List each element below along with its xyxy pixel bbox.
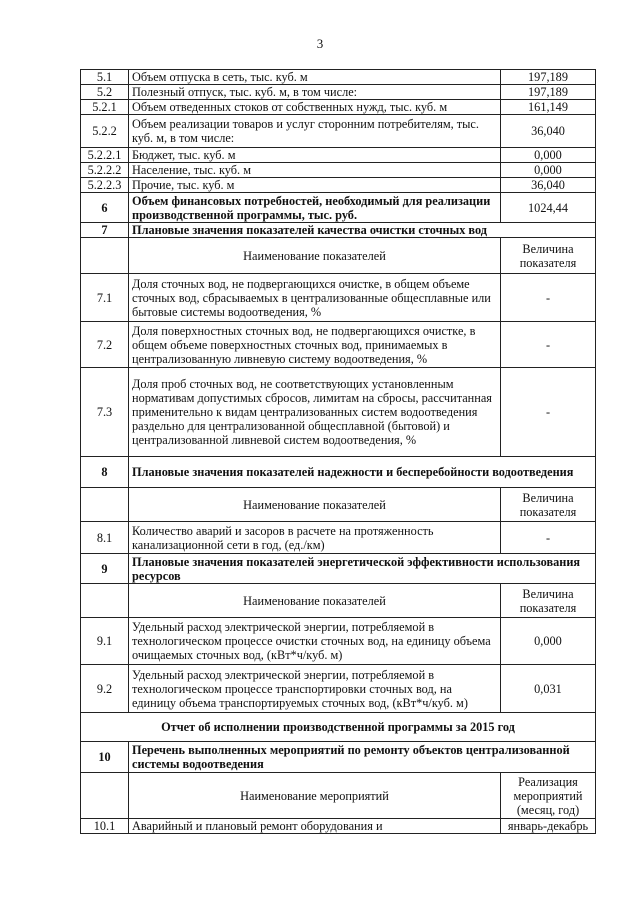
row-value: январь-декабрь [501, 819, 596, 834]
row-value: 36,040 [501, 115, 596, 148]
row-number: 9.1 [81, 618, 129, 665]
column-header-name: Наименование показателей [129, 584, 501, 618]
row-value: - [501, 274, 596, 322]
row-value: 1024,44 [501, 193, 596, 223]
column-header-value: Величина показателя [501, 584, 596, 618]
section-header-row [81, 742, 596, 773]
row-description: Количество аварий и засоров в расчете на протяженность канализационной сети в год, (ед./км) [129, 522, 501, 554]
section-title: Перечень выполненных мероприятий по ремонту объектов централизованной системы водоотведения [129, 742, 596, 773]
row-description: Объем отведенных стоков от собственных нужд, тыс. куб. м [129, 100, 501, 115]
section-title: Плановые значения показателей качества очистки сточных вод [129, 223, 596, 238]
column-header-value: Реализация мероприятий (месяц, год) [501, 773, 596, 819]
section-title: Плановые значения показателей энергетической эффективности использования ресурсов [129, 554, 596, 584]
table-row [81, 115, 596, 148]
row-value: - [501, 322, 596, 368]
row-number: 7.3 [81, 368, 129, 457]
table-row [81, 819, 596, 834]
section-number: 8 [81, 457, 129, 488]
row-description: Полезный отпуск, тыс. куб. м, в том числе: [129, 85, 501, 100]
row-number: 5.2 [81, 85, 129, 100]
program-table [80, 69, 596, 834]
row-description: Бюджет, тыс. куб. м [129, 148, 501, 163]
row-value: 161,149 [501, 100, 596, 115]
row-description: Объем отпуска в сеть, тыс. куб. м [129, 70, 501, 85]
section-number: 10 [81, 742, 129, 773]
column-header-value: Величина показателя [501, 238, 596, 274]
column-header-name: Наименование мероприятий [129, 773, 501, 819]
row-number: 7.1 [81, 274, 129, 322]
table-row [81, 274, 596, 322]
table-row [81, 163, 596, 178]
table-row [81, 70, 596, 85]
empty-cell [81, 773, 129, 819]
row-description: Объем финансовых потребностей, необходимый для реализации производственной программы, тыс. руб. [129, 193, 501, 223]
section-number: 9 [81, 554, 129, 584]
table-row [81, 665, 596, 713]
row-description: Объем реализации товаров и услуг сторонним потребителям, тыс. куб. м, в том числе: [129, 115, 501, 148]
row-description: Доля поверхностных сточных вод, не подвергающихся очистке, в общем объеме поверхностных сточных вод, принимаемых в централизованную ливневую систему водоотведения, % [129, 322, 501, 368]
page-number: 3 [316, 36, 324, 51]
section-number: 7 [81, 223, 129, 238]
row-description: Доля проб сточных вод, не соответствующих установленным нормативам допустимых сбросов, лимитам на сбросы, рассчитанная применительно к видам централизованных систем водоотведения раздельно для централизованной общесплавной (бытовой) и централизованной ливневой систем водоотведения, % [129, 368, 501, 457]
row-number: 7.2 [81, 322, 129, 368]
table-row [81, 368, 596, 457]
row-value: - [501, 368, 596, 457]
row-number: 5.2.1 [81, 100, 129, 115]
row-number: 5.2.2.2 [81, 163, 129, 178]
row-value: 0,031 [501, 665, 596, 713]
empty-cell [81, 488, 129, 522]
column-header-row [81, 584, 596, 618]
row-value: - [501, 522, 596, 554]
row-number: 5.2.2.1 [81, 148, 129, 163]
section-header-row [81, 554, 596, 584]
empty-cell [81, 238, 129, 274]
section-header-row [81, 457, 596, 488]
row-description: Удельный расход электрической энергии, потребляемой в технологическом процессе очистки сточных вод, на единицу объема очищаемых сточных вод, (кВт*ч/куб. м) [129, 618, 501, 665]
row-description: Удельный расход электрической энергии, потребляемой в технологическом процессе транспортировки сточных вод, на единицу объема транспортируемых сточных вод, (кВт*ч/куб. м) [129, 665, 501, 713]
row-description: Доля сточных вод, не подвергающихся очистке, в общем объеме сточных вод, сбрасываемых в централизованные общесплавные или бытовые системы водоотведения, % [129, 274, 501, 322]
row-value: 0,000 [501, 148, 596, 163]
row-number: 5.2.2.3 [81, 178, 129, 193]
row-number: 9.2 [81, 665, 129, 713]
row-description: Аварийный и плановый ремонт оборудования и [129, 819, 501, 834]
report-title: Отчет об исполнении производственной программы за 2015 год [81, 713, 596, 742]
row-number: 5.2.2 [81, 115, 129, 148]
row-description: Прочие, тыс. куб. м [129, 178, 501, 193]
table-row [81, 193, 596, 223]
row-value: 36,040 [501, 178, 596, 193]
table-row [81, 148, 596, 163]
row-number: 5.1 [81, 70, 129, 85]
section-header-row [81, 223, 596, 238]
column-header-name: Наименование показателей [129, 488, 501, 522]
column-header-row [81, 773, 596, 819]
table-row [81, 618, 596, 665]
row-value: 197,189 [501, 70, 596, 85]
table-row [81, 178, 596, 193]
table-row [81, 100, 596, 115]
column-header-value: Величина показателя [501, 488, 596, 522]
report-title-row [81, 713, 596, 742]
table-row [81, 522, 596, 554]
column-header-row [81, 488, 596, 522]
table-row [81, 85, 596, 100]
table-row [81, 322, 596, 368]
row-number: 8.1 [81, 522, 129, 554]
section-title: Плановые значения показателей надежности и бесперебойности водоотведения [129, 457, 596, 488]
row-value: 0,000 [501, 618, 596, 665]
row-value: 0,000 [501, 163, 596, 178]
column-header-name: Наименование показателей [129, 238, 501, 274]
row-number: 10.1 [81, 819, 129, 834]
row-description: Население, тыс. куб. м [129, 163, 501, 178]
row-value: 197,189 [501, 85, 596, 100]
empty-cell [81, 584, 129, 618]
column-header-row [81, 238, 596, 274]
row-number: 6 [81, 193, 129, 223]
